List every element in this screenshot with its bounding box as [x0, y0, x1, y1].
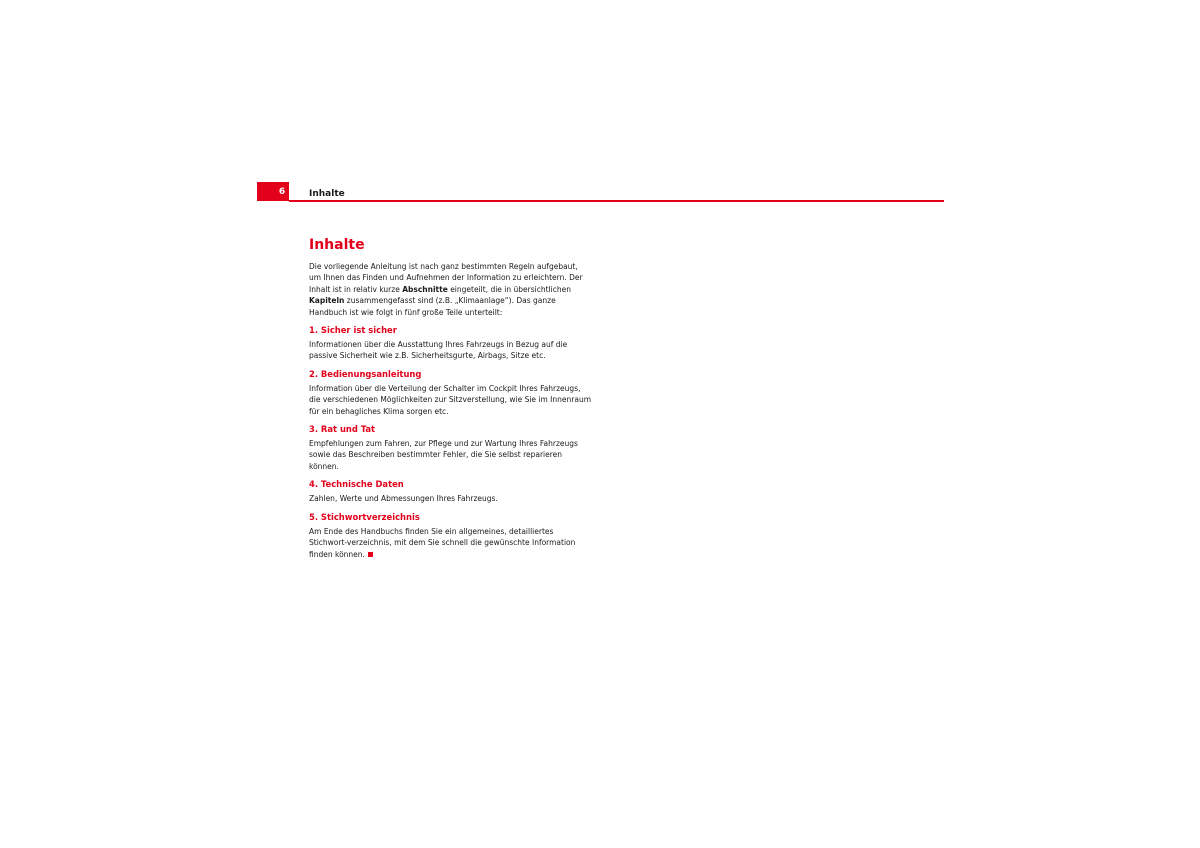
section-heading: 2. Bedienungsanleitung	[309, 368, 422, 379]
intro-text-2: eingeteilt, die in übersichtlichen	[447, 284, 571, 294]
section-text-paragraph	[309, 526, 591, 560]
section-bedienungsanleitung	[309, 369, 591, 417]
intro-bold-kapiteln: Kapiteln	[309, 296, 345, 306]
page-title: Inhalte	[309, 237, 365, 253]
section-heading: 3. Rat und Tat	[309, 424, 376, 435]
section-rat-und-tat	[309, 424, 591, 472]
section-text: Am Ende des Handbuchs finden Sie ein allgemeines, detailliertes Stichwort-verzeichnis, mit dem Sie schnell die gewünschte Information finden können.	[309, 526, 576, 559]
section-technische-daten	[309, 479, 591, 504]
section-heading: 1. Sicher ist sicher	[309, 325, 397, 336]
intro-paragraph	[309, 261, 591, 318]
running-header-title: Inhalte	[309, 189, 345, 199]
section-heading: 5. Stichwortverzeichnis	[309, 511, 420, 522]
section-sicher-ist-sicher	[309, 325, 591, 362]
section-text: Empfehlungen zum Fahren, zur Pflege und zur Wartung Ihres Fahrzeugs sowie das Beschreiben bestimmter Fehler, die Sie selbst reparieren können.	[309, 439, 578, 471]
section-text: Information über die Verteilung der Schalter im Cockpit Ihres Fahrzeugs, die verschiedenen Möglichkeiten zur Sitzverstellung, wie Sie im Innenraum für ein behagliches Klima sorgen etc.	[309, 383, 592, 416]
section-text: Zahlen, Werte und Abmessungen Ihres Fahrzeugs.	[309, 494, 498, 504]
intro-bold-abschnitte: Abschnitte	[402, 284, 448, 294]
section-heading: 4. Technische Daten	[309, 479, 404, 490]
end-of-section-icon	[368, 552, 373, 557]
intro-text-3: zusammengefasst sind (z.B. „Klimaanlage“). Das ganze Handbuch ist wie folgt in fünf große Teile unterteilt:	[309, 296, 556, 317]
section-text: Informationen über die Ausstattung Ihres Fahrzeugs in Bezug auf die passive Sicherheit wie z.B. Sicherheitsgurte, Airbags, Sitze etc.	[309, 340, 568, 361]
page-number-text: 6	[278, 186, 286, 197]
header-divider	[289, 200, 944, 202]
main-content	[309, 236, 591, 560]
section-stichwortverzeichnis	[309, 512, 591, 560]
intro-text-1: Die vorliegende Anleitung ist nach ganz bestimmten Regeln aufgebaut, um Ihnen das Finden und Aufnehmen der Information zu erleichtern. Der Inhalt ist in relativ kurze	[309, 262, 583, 294]
page-number	[257, 182, 289, 201]
